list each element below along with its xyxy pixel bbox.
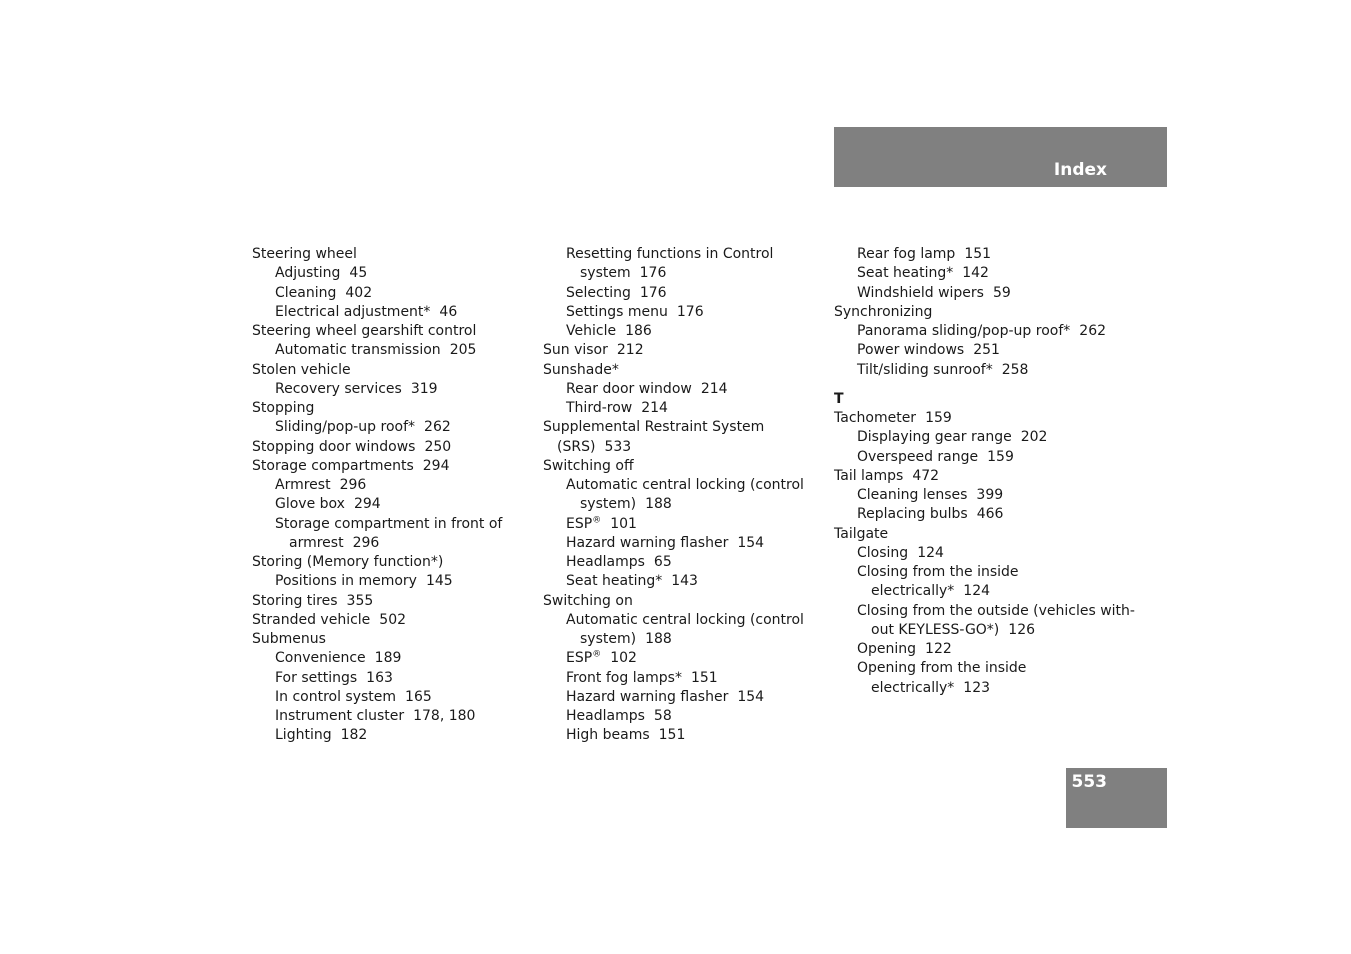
index-term: Rear door window	[566, 380, 692, 397]
index-letter-heading: T	[834, 390, 844, 407]
index-term: system)	[580, 496, 637, 513]
index-page-ref: 402	[345, 284, 373, 301]
registered-mark: ®	[592, 649, 602, 660]
index-entry	[543, 457, 813, 476]
index-column-2	[543, 245, 813, 746]
index-page-ref: 533	[604, 438, 632, 455]
index-entry	[252, 380, 522, 399]
index-page-ref: 294	[353, 496, 381, 513]
index-page-ref: 294	[422, 457, 450, 474]
index-term: Tailgate	[834, 525, 889, 542]
index-term: ESP	[566, 515, 593, 532]
index-term: High beams	[566, 727, 650, 744]
index-page-ref: 151	[964, 246, 992, 262]
index-entry	[543, 553, 813, 572]
index-term: system)	[580, 631, 637, 647]
index-page-ref: 399	[976, 487, 1004, 503]
index-entry	[252, 649, 522, 668]
index-page-ref: 126	[1008, 621, 1036, 638]
index-term: Stolen vehicle	[252, 361, 351, 378]
index-entry	[252, 399, 522, 418]
index-entry	[834, 264, 1114, 283]
index-entry	[834, 544, 1114, 563]
index-entry	[834, 361, 1114, 380]
index-term: ESP	[566, 650, 593, 667]
index-term: Cleaning lenses	[857, 487, 968, 503]
index-entry	[252, 553, 522, 572]
index-term: For settings	[275, 669, 358, 686]
index-term: Third-row	[566, 400, 633, 416]
index-entry	[834, 428, 1114, 447]
index-page-ref: 188	[645, 496, 672, 513]
index-page-ref: 151	[690, 669, 718, 686]
index-page-ref: 102	[610, 650, 637, 667]
index-page-ref: 176	[639, 265, 667, 282]
index-entry	[252, 669, 522, 688]
index-entry	[834, 582, 1114, 601]
index-page-ref: 142	[962, 265, 989, 282]
index-entry	[252, 284, 522, 303]
index-page-ref: 189	[374, 650, 402, 667]
index-term: Steering wheel gearshift control	[252, 323, 477, 339]
index-term: Storing (Memory function*)	[252, 554, 444, 570]
index-entry	[252, 707, 522, 726]
index-page-ref: 214	[700, 380, 728, 397]
index-entry	[834, 322, 1114, 341]
index-page-ref: 214	[641, 400, 668, 416]
index-page-ref: 296	[352, 534, 380, 551]
index-page-ref: 319	[410, 380, 438, 397]
index-entry	[834, 467, 1114, 486]
page-number: 553	[1071, 772, 1107, 792]
index-page-ref: 122	[925, 641, 952, 657]
index-entry	[252, 534, 522, 553]
index-entry	[252, 476, 522, 495]
index-term: Positions in memory	[275, 573, 417, 590]
index-page-ref: 124	[917, 544, 944, 561]
index-page-ref: 251	[973, 342, 1000, 359]
index-term: Convenience	[275, 650, 366, 667]
index-term: Stranded vehicle	[252, 611, 371, 628]
index-term: out KEYLESS-GO*)	[871, 621, 1000, 638]
index-entry	[834, 621, 1114, 640]
index-entry	[543, 495, 813, 514]
index-entry	[834, 284, 1114, 303]
index-term: Power windows	[857, 342, 965, 359]
index-entry	[252, 515, 522, 534]
index-entry	[543, 380, 813, 399]
index-entry	[543, 630, 813, 649]
index-page-ref: 154	[737, 688, 765, 705]
index-term: Closing from the outside (vehicles with-	[857, 602, 1135, 619]
index-term: Storing tires	[252, 592, 338, 609]
index-term: Steering wheel	[252, 246, 357, 262]
index-term: Switching off	[543, 457, 634, 474]
index-entry	[543, 322, 813, 341]
index-term: Instrument cluster	[275, 708, 405, 724]
index-term: Lighting	[275, 727, 332, 744]
index-term: Sliding/pop-up roof*	[275, 419, 416, 436]
index-page-ref: 65	[653, 554, 672, 570]
index-page-ref: 124	[963, 583, 991, 600]
index-term: Seat heating*	[857, 265, 954, 282]
index-entry	[252, 438, 522, 457]
index-entry	[543, 592, 813, 611]
index-page-ref: 355	[346, 592, 374, 609]
index-entry	[543, 649, 813, 668]
index-entry	[834, 409, 1114, 428]
index-page-ref: 262	[424, 419, 451, 436]
index-entry	[543, 264, 813, 283]
index-entry	[834, 486, 1114, 505]
index-entry	[252, 495, 522, 514]
index-entry	[252, 572, 522, 591]
index-page-ref: 59	[992, 284, 1011, 301]
index-term: Submenus	[252, 631, 326, 647]
index-term: Opening	[857, 641, 917, 657]
index-term: Overspeed range	[857, 448, 979, 465]
registered-mark: ®	[592, 514, 602, 525]
index-term: In control system	[275, 688, 397, 705]
index-term: Automatic transmission	[275, 342, 441, 359]
index-term: Electrical adjustment*	[275, 303, 431, 320]
index-entry	[834, 341, 1114, 360]
index-page-ref: 182	[340, 727, 368, 744]
index-term: Front fog lamps*	[566, 669, 682, 686]
index-page-ref: 472	[912, 467, 940, 484]
index-page-ref: 250	[424, 438, 452, 455]
section-header-tab	[834, 127, 1167, 187]
index-page-ref: 205	[449, 342, 477, 359]
index-term: Displaying gear range	[857, 429, 1012, 446]
index-page-ref: 101	[610, 515, 637, 532]
index-term: Hazard warning flasher	[566, 534, 729, 551]
index-term: Closing	[857, 544, 909, 561]
index-entry	[543, 534, 813, 553]
index-entry	[252, 592, 522, 611]
index-term: Storage compartments	[252, 457, 414, 474]
index-page-ref: 178, 180	[413, 708, 476, 724]
index-page-ref: 262	[1079, 323, 1107, 339]
index-entry	[834, 659, 1114, 678]
index-term: Tilt/sliding sunroof*	[857, 361, 993, 378]
index-page-ref: 46	[439, 303, 458, 320]
index-entry	[543, 707, 813, 726]
index-entry	[252, 341, 522, 360]
index-entry	[252, 726, 522, 745]
index-page-ref: 212	[616, 342, 644, 359]
index-term: Recovery services	[275, 380, 402, 397]
index-term: Resetting functions in Control	[566, 246, 774, 262]
index-page-ref: 151	[658, 727, 686, 744]
index-entry	[252, 630, 522, 649]
index-column-3	[834, 245, 1135, 698]
index-entry	[252, 611, 522, 630]
index-entry	[252, 322, 522, 341]
index-entry	[543, 688, 813, 707]
index-page-ref: 159	[925, 410, 952, 426]
index-page-ref: 186	[625, 323, 652, 339]
index-term: Replacing bulbs	[857, 506, 968, 523]
index-page-ref: 159	[987, 448, 1014, 465]
index-term: Automatic central locking (control	[566, 611, 804, 628]
index-term: system	[580, 265, 631, 282]
index-term: Seat heating*	[566, 573, 663, 590]
index-term: Adjusting	[275, 265, 341, 282]
index-entry	[543, 341, 813, 360]
index-term: Tachometer	[834, 410, 917, 426]
index-term: Stopping	[252, 400, 315, 416]
index-entry	[543, 611, 813, 630]
index-page-ref: 258	[1001, 361, 1029, 378]
index-entry	[543, 399, 813, 418]
index-term: Closing from the inside	[857, 564, 1019, 580]
index-page-ref: 296	[339, 477, 367, 493]
index-term: Glove box	[275, 496, 345, 513]
index-entry	[834, 505, 1114, 524]
index-page-ref: 202	[1020, 429, 1048, 446]
index-term: Settings menu	[566, 303, 668, 320]
index-page-ref: 502	[379, 611, 407, 628]
index-term: electrically*	[871, 583, 955, 600]
index-entry	[543, 303, 813, 322]
index-page-ref: 163	[366, 669, 393, 686]
index-entry	[252, 418, 522, 437]
index-entry	[834, 525, 1114, 544]
index-term: Supplemental Restraint System	[543, 419, 765, 436]
index-term: Tail lamps	[834, 467, 904, 484]
index-entry	[543, 418, 813, 437]
index-page-ref: 176	[676, 303, 704, 320]
index-term: Sun visor	[543, 342, 608, 359]
index-page-ref: 154	[737, 534, 765, 551]
index-term: electrically*	[871, 679, 955, 696]
index-entry	[252, 361, 522, 380]
index-term: Sunshade*	[543, 361, 619, 378]
index-term: Vehicle	[566, 323, 617, 339]
index-entry	[543, 515, 813, 534]
index-entry	[543, 572, 813, 591]
index-term: Synchronizing	[834, 303, 933, 320]
index-entry	[252, 688, 522, 707]
index-entry	[834, 245, 1114, 264]
index-entry	[543, 361, 813, 380]
index-entry	[543, 284, 813, 303]
index-term: armrest	[289, 534, 344, 551]
page-number-tab	[1066, 768, 1167, 828]
index-term: Hazard warning flasher	[566, 688, 729, 705]
index-entry	[252, 457, 522, 476]
index-page-ref: 176	[639, 284, 667, 301]
index-term: Windshield wipers	[857, 284, 984, 301]
index-entry	[543, 476, 813, 495]
index-page-ref: 145	[425, 573, 453, 590]
index-term: Panorama sliding/pop-up roof*	[857, 323, 1071, 339]
index-page-ref: 123	[963, 679, 991, 696]
index-entry	[834, 640, 1114, 659]
index-entry	[543, 438, 813, 457]
section-title: Index	[1053, 160, 1107, 180]
index-term: Stopping door windows	[252, 438, 416, 455]
index-page-ref: 165	[405, 688, 432, 705]
index-term: Storage compartment in front of	[275, 515, 503, 532]
index-entry	[543, 726, 813, 745]
index-term: Opening from the inside	[857, 660, 1027, 677]
index-entry	[252, 245, 522, 264]
index-page-ref: 58	[653, 708, 672, 724]
index-entry	[543, 669, 813, 688]
index-column-1	[252, 245, 522, 746]
index-term: Selecting	[566, 284, 631, 301]
index-entry	[252, 303, 522, 322]
index-entry	[834, 303, 1114, 322]
index-term: Armrest	[275, 477, 331, 493]
index-term: Rear fog lamp	[857, 246, 956, 262]
index-entry	[834, 448, 1114, 467]
index-term: (SRS)	[557, 438, 596, 455]
index-entry	[834, 602, 1135, 621]
index-term: Cleaning	[275, 284, 337, 301]
index-term: Automatic central locking (control	[566, 477, 804, 493]
index-entry	[834, 563, 1114, 582]
index-entry	[834, 679, 1114, 698]
index-page-ref: 466	[976, 506, 1004, 523]
index-term: Headlamps	[566, 708, 645, 724]
index-term: Switching on	[543, 592, 633, 609]
index-term: Headlamps	[566, 554, 645, 570]
index-entry	[543, 245, 813, 264]
index-page-ref: 188	[645, 631, 672, 647]
index-entry	[252, 264, 522, 283]
index-page-ref: 143	[671, 573, 698, 590]
index-page-ref: 45	[349, 265, 368, 282]
